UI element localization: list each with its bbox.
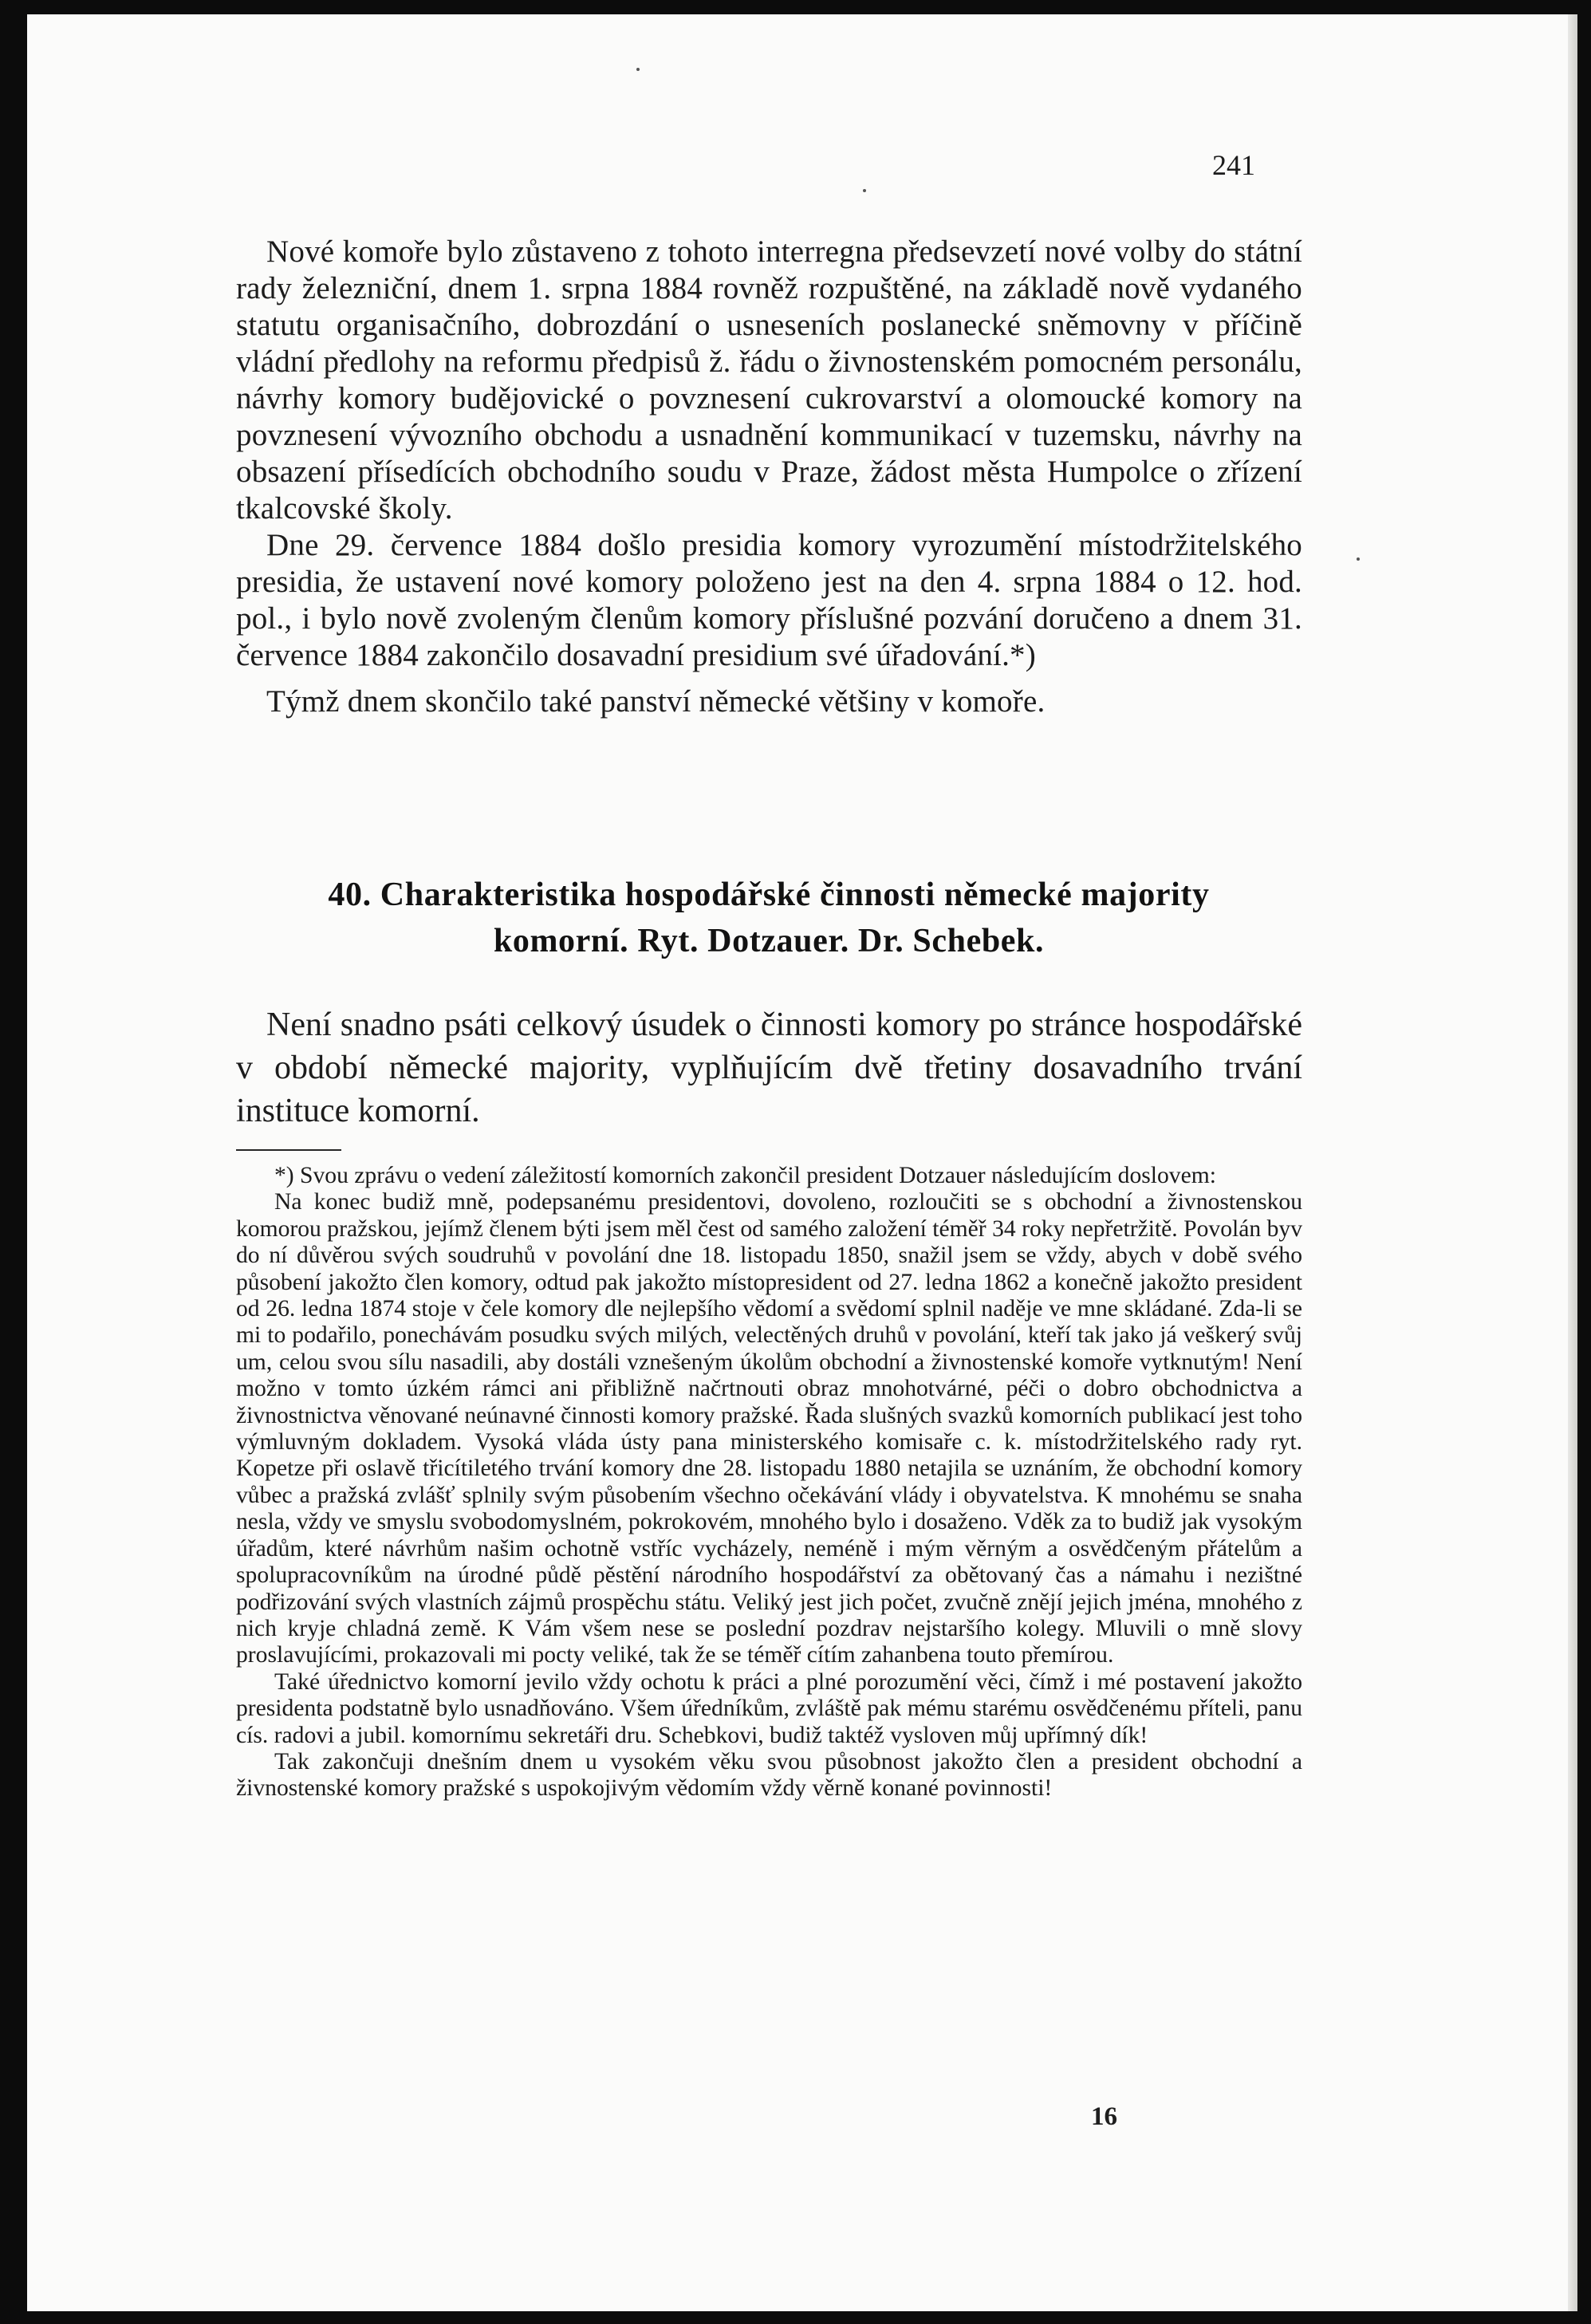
paragraph: Nové komoře bylo zůstaveno z tohoto interregna předsevzetí nové volby do státní rady železniční, dnem 1. srpna 1884 rovněž rozpuštěné, na základě nově vydaného statutu organisačního, dobrozdání o usneseních poslanecké sněmovny v příčině vládní předlohy na reformu předpisů ž. řádu o živnostenském pomocném personálu, návrhy komory budějovické o povznesení cukrovarství a olomoucké komory na povznesení vývozního obchodu a usnadnění kommunikací v tuzemsku, návrhy na obsazení přísedících obchodního soudu v Praze, žádost města Humpolce o zřízení tkalcovské školy. xyxy=(236,234,1302,526)
paragraph: Týmž dnem skončilo také panství německé většiny v komoře. xyxy=(266,684,1046,719)
paragraph: Dne 29. července 1884 došlo presidia komory vyrozumění místodržitelského presidia, že ustavení nové komory položeno jest na den 4. srpna 1884 o 12. hod. pol., i bylo nově zvoleným členům komory příslušné pozvání doručeno a dnem 31. července 1884 zakončilo dosavadní presidium své úřadování.*) xyxy=(236,528,1302,672)
scan-speck xyxy=(863,189,866,192)
section-intro: Není snadno psáti celkový úsudek o činnosti komory po stránce hospodářské v období německé majority, vyplňujícím dvě třetiny dosavadního trvání instituce komorní. xyxy=(236,1006,1302,1129)
page-number: 241 xyxy=(1212,149,1255,181)
section-heading-line: komorní. Ryt. Dotzauer. Dr. Schebek. xyxy=(493,923,1045,959)
footnote-paragraph: Tak zakončuji dnešním dnem u vysokém věku svou působnost jakožto člen a president obchodní a živnostenské komory pražské s uspokojivým vědomím vždy věrně konané povinnosti! xyxy=(236,1748,1302,1802)
body-text xyxy=(236,234,1302,720)
footnote-paragraph: Také úřednictvo komorní jevilo vždy ochotu k práci a plné porozumění věci, čímž i mé postavení jakožto presidenta podstatně bylo usnadňováno. Všem úředníkům, zvláště pak mému starému osvědčenému příteli, panu cís. radovi a jubil. komornímu sekretáři dru. Schebkovi, budiž taktéž vysloven můj upřímný dík! xyxy=(236,1668,1302,1748)
footnote-divider xyxy=(236,1149,341,1151)
section-heading xyxy=(203,872,1335,964)
footnote xyxy=(236,1163,1302,1802)
scan-speck xyxy=(636,68,640,71)
footnote-paragraph: Na konec budiž mně, podepsanému presidentovi, dovoleno, rozloučiti se s obchodní a živnostenskou komorou pražskou, jejímž členem býti jsem měl čest od samého založení téměř 34 roky nepřetržitě. Povolán byv do ní důvěrou svých soudruhů v povolání dne 18. listopadu 1850, snažil jsem se vždy, abych v době svého působení jakožto člen komory, odtud pak jakožto místopresident od 27. ledna 1862 a konečně jakožto president od 26. ledna 1874 stoje v čele komory dle nejlepšího vědomí a svědomí splnil naděje ve mne skládané. Zda-li se mi to podařilo, ponechávám posudku svých milých, velectěných druhů v povolání, kteří tak jako já veškerý svůj um, celou svou sílu nasadili, aby dostáli vznešeným úkolům obchodní a živnostenské komoře vytknutým! Není možno v tomto úzkém rámci ani přibližně načrtnouti obraz mnohotvárné, péči o dobro obchodnictva a živnostnictva věnované neúnavné činnosti komory pražské. Řada slušných svazků komorních publikací jest toho výmluvným dokladem. Vysoká vláda ústy pana ministerského komisaře c. k. místodržitelského rady ryt. Kopetze při oslavě třicítiletého trvání komory dne 28. listopadu 1880 netajila se uznáním, že obchodní komory vůbec a pražská zvlášť splnily svým působením všechno očekávání vlády i obyvatelstva. K mnohému se snaha nesla, vždy ve smyslu svobodomyslném, pokrokovém, mnohého bylo i dosaženo. Vděk za to budiž jak vysokým úřadům, které návrhům našim ochotně vstříc vycházely, neméně i mým věrným a osvědčeným přátelům a spolupracovníkům na úrodné půdě pěstění národního hospodářství za obětovaný čas a námahu i nezištné podřizování svých vlastních zájmů prospěchu státu. Veliký jest jich počet, zvučně znějí jejich jména, mnohého z nich kryje chladná země. K Vám všem nese se poslední pozdrav nejstaršího kolegy. Mluvili o mně slovy proslavujícími, prokazovali mi pocty veliké, tak že se téměř cítím zahanbena touto přemírou. xyxy=(236,1189,1302,1668)
scanned-page xyxy=(27,14,1577,2311)
footnote-paragraph: *) Svou zprávu o vedení záležitostí komorních zakončil president Dotzauer následujícím doslovem: xyxy=(274,1163,1216,1188)
printer-signature-number: 16 xyxy=(1091,2102,1117,2131)
section-heading-line: 40. Charakteristika hospodářské činnosti německé majority xyxy=(328,876,1210,913)
page-edge-shadow xyxy=(1568,14,1577,2311)
scan-speck xyxy=(1357,557,1360,561)
